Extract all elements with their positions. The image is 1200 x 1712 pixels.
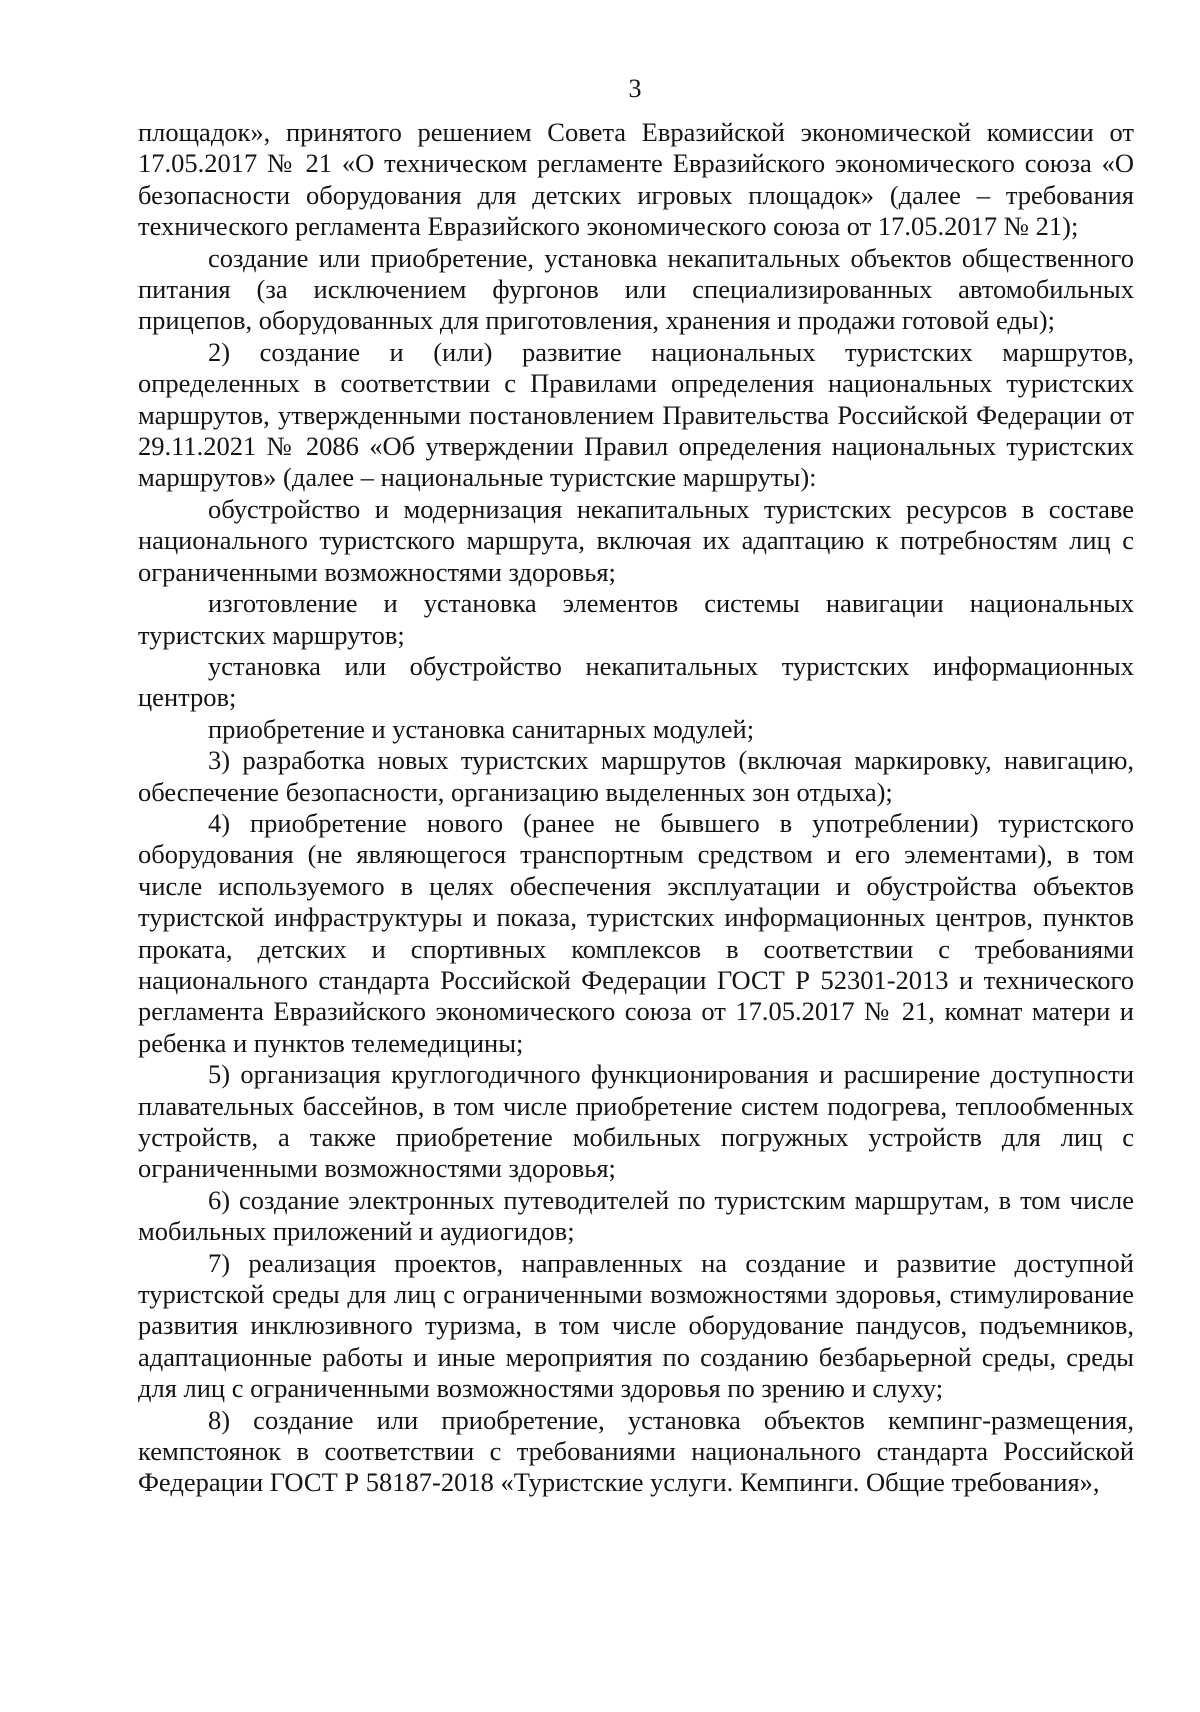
paragraph-item-2: 2) создание и (или) развитие национальных туристских маршрутов, определенных в соответствии с Правилами определения национальных туристских маршрутов, утвержденными постановлением Правительства Российской Федерации от 29.11.2021 № 2086 «Об утверждении Правил определения национальных туристских маршрутов» (далее – национальные туристские маршруты):	[138, 336, 1134, 493]
paragraph-info-centers: установка или обустройство некапитальных туристских информационных центров;	[138, 650, 1134, 713]
paragraph-item-3: 3) разработка новых туристских маршрутов (включая маркировку, навигацию, обеспечение безопасности, организацию выделенных зон отдыха);	[138, 745, 1134, 807]
paragraph-item-8: 8) создание или приобретение, установка объектов кемпинг-размещения, кемпстоянок в соответствии с требованиями национального стандарта Российской Федерации ГОСТ Р 58187-2018 «Туристские услуги. Кемпинги. Общие требования»,	[138, 1404, 1134, 1498]
paragraph-improvement-resources: обустройство и модернизация некапитальных туристских ресурсов в составе национального туристского маршрута, включая их адаптацию к потребностям лиц с ограниченными возможностями здоровья;	[138, 493, 1134, 587]
paragraph-navigation-system: изготовление и установка элементов системы навигации национальных туристских маршрутов;	[138, 588, 1134, 650]
paragraph-item-4: 4) приобретение нового (ранее не бывшего в употреблении) туристского оборудования (не являющегося транспортным средством и его элементами), в том числе используемого в целях обеспечения эксплуатации и обустройства объектов туристской инфраструктуры и показа, туристских информационных центров, пунктов проката, детских и спортивных комплексов в соответствии с требованиями национального стандарта Российской Федерации ГОСТ Р 52301-2013 и технического регламента Евразийского экономического союза от 17.05.2017 № 21, комнат матери и ребенка и пунктов телемедицины;	[138, 807, 1134, 1058]
paragraph-sanitary-modules: приобретение и установка санитарных модулей;	[208, 713, 755, 744]
paragraph-catering-objects: создание или приобретение, установка некапитальных объектов общественного питания (за исключением фургонов или специализированных автомобильных прицепов, оборудованных для приготовления, хранения и продажи готовой еды);	[138, 242, 1134, 336]
page-number: 3	[628, 74, 642, 103]
document-body	[138, 117, 1134, 1499]
paragraph-item-5: 5) организация круглогодичного функционирования и расширение доступности плавательных бассейнов, в том числе приобретение систем подогрева, теплообменных устройств, а также приобретение мобильных погружных устройств для лиц с ограниченными возможностями здоровья;	[138, 1059, 1134, 1184]
paragraph-item-6: 6) создание электронных путеводителей по туристским маршрутам, в том числе мобильных приложений и аудиогидов;	[138, 1184, 1134, 1247]
paragraph-continuation: площадок», принятого решением Совета Евразийской экономической комиссии от 17.05.2017 № 21 «О техническом регламенте Евразийского экономического союза «О безопасности оборудования для детских игровых площадок» (далее – требования технического регламента Евразийского экономического союза от 17.05.2017 № 21);	[138, 117, 1134, 242]
paragraph-item-7: 7) реализация проектов, направленных на создание и развитие доступной туристской среды для лиц с ограниченными возможностями здоровья, стимулирование развития инклюзивного туризма, в том числе оборудование пандусов, подъемников, адаптационные работы и иные мероприятия по созданию безбарьерной среды, среды для лиц с ограниченными возможностями здоровья по зрению и слуху;	[138, 1247, 1134, 1404]
